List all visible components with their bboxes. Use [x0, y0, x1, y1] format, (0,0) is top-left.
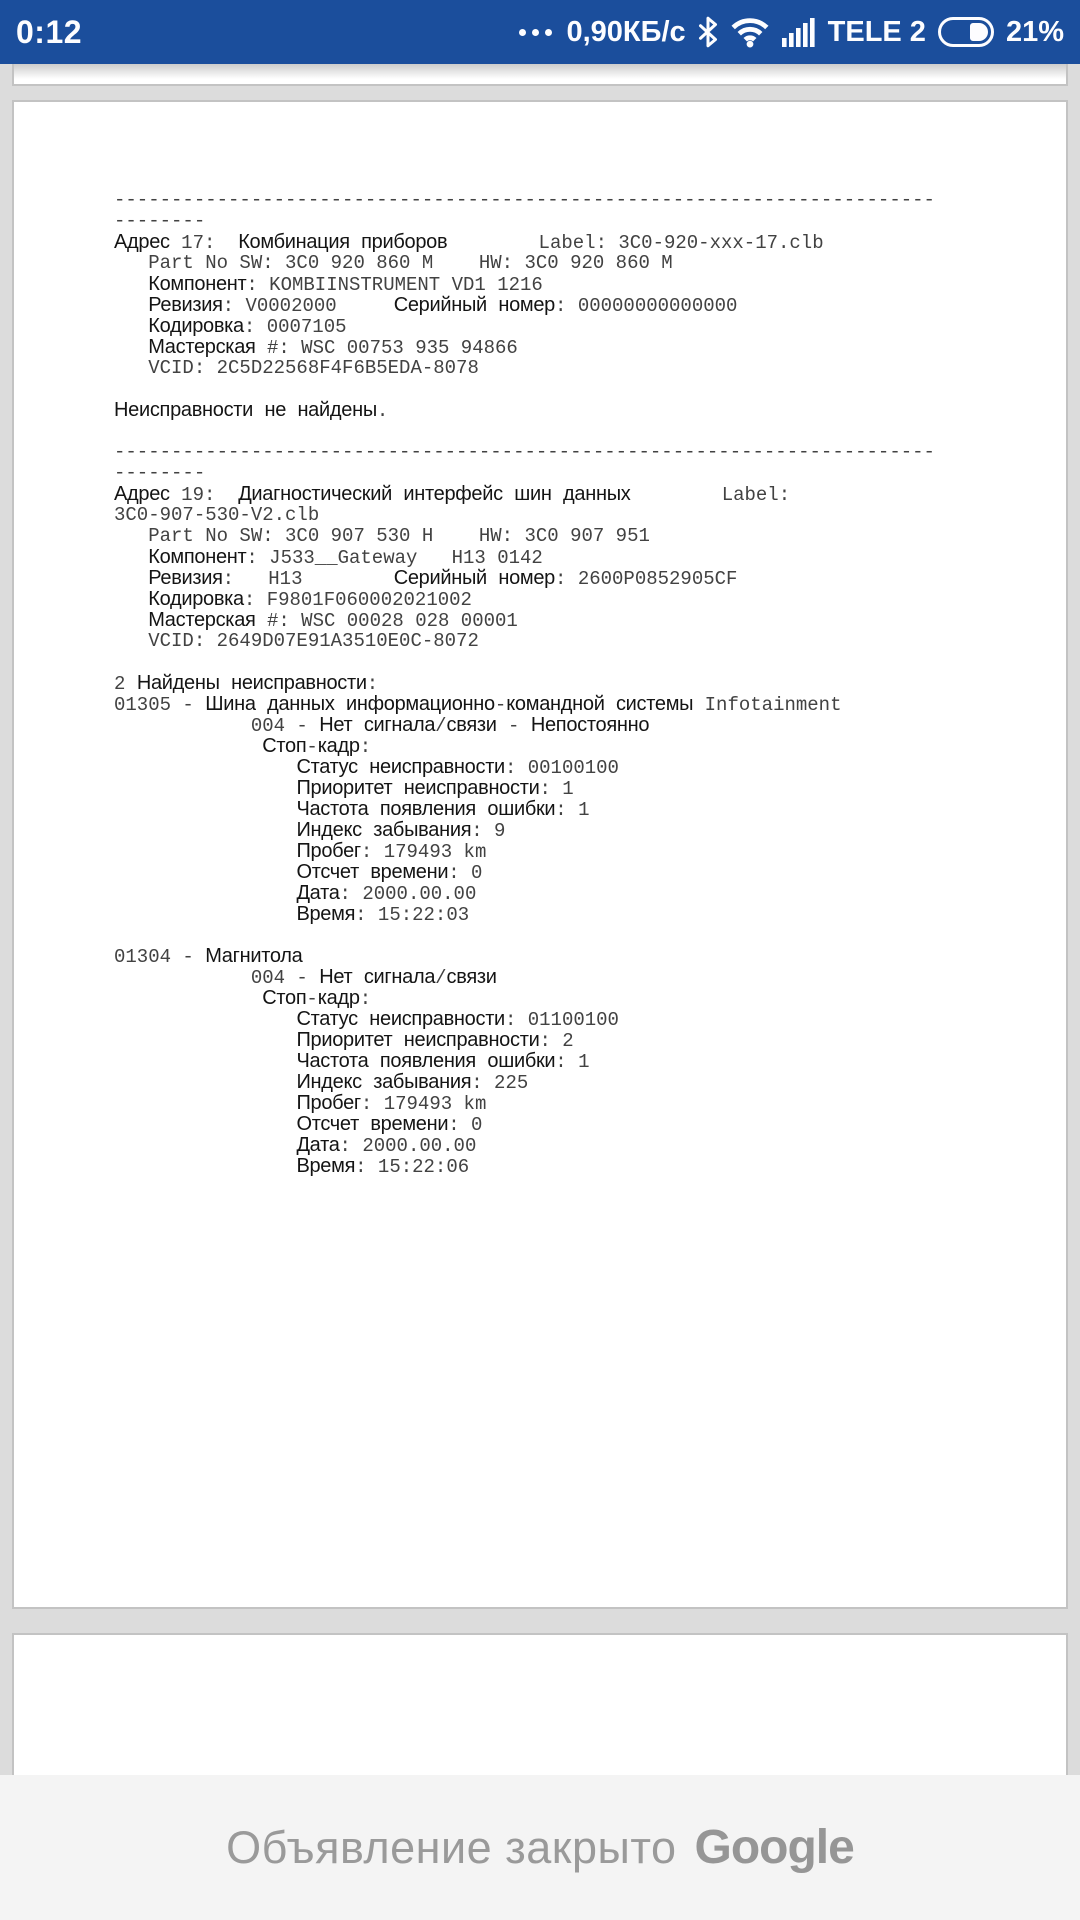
- doc-line: 004 - Нет сигнала/связи - Непостоянно: [114, 714, 650, 737]
- status-time: 0:12: [16, 13, 83, 50]
- doc-line: Дата: 2000.00.00: [296, 882, 477, 905]
- doc-line: Ревизия: V0002000 Серийный номер: 00000000000000: [148, 294, 738, 317]
- doc-line: 01305 - Шина данных информационно-командной системы Infotainment: [114, 693, 842, 716]
- doc-line: Адрес 19: Диагностический интерфейс шин данных Label:: [114, 483, 791, 506]
- doc-line: [114, 421, 1066, 442]
- doc-line: Кодировка: 0007105: [148, 315, 347, 338]
- wifi-icon: [730, 16, 770, 48]
- doc-line: Частота появления ошибки: 1: [296, 1050, 590, 1073]
- doc-line: VCID: 2649D07E91A3510E0C-8072: [114, 630, 479, 652]
- doc-line: Индекс забывания: 225: [296, 1071, 529, 1094]
- battery-percent-label: 21%: [1005, 15, 1064, 48]
- doc-line: Стоп-кадр:: [262, 735, 372, 758]
- doc-line: Адрес 17: Комбинация приборов Label: 3C0-920-xxx-17.clb: [114, 231, 824, 254]
- google-logo: Google: [694, 1821, 854, 1874]
- doc-line: [114, 925, 1066, 946]
- doc-line: Part No SW: 3C0 907 530 H HW: 3C0 907 951: [114, 525, 650, 547]
- document-page[interactable]: [12, 100, 1068, 1609]
- doc-line: Дата: 2000.00.00: [296, 1134, 477, 1157]
- doc-line: VCID: 2C5D22568F4F6B5EDA-8078: [114, 357, 479, 379]
- doc-line: Статус неисправности: 00100100: [296, 756, 619, 779]
- doc-line: Компонент: KOMBIINSTRUMENT VD1 1216: [148, 273, 543, 296]
- doc-line: Приоритет неисправности: 2: [296, 1029, 574, 1052]
- doc-line: 3C0-907-530-V2.clb: [114, 504, 320, 526]
- doc-line: 004 - Нет сигнала/связи: [114, 966, 497, 989]
- doc-line: Индекс забывания: 9: [296, 819, 506, 842]
- doc-line: ------------------------------------------------------------------------: [114, 441, 935, 463]
- doc-line: Неисправности не найдены.: [114, 399, 389, 422]
- bluetooth-icon: [698, 16, 718, 48]
- ad-banner[interactable]: [0, 1775, 1080, 1920]
- doc-line: Отсчет времени: 0: [296, 861, 483, 884]
- status-bar-right: [519, 16, 1064, 49]
- doc-line: Ревизия: H13 Серийный номер: 2600P0852905CF: [148, 567, 738, 590]
- signal-strength-icon: [782, 17, 816, 47]
- doc-line: --------: [114, 210, 206, 232]
- ad-closed-text: Объявление закрыто: [226, 1821, 677, 1873]
- doc-line: Пробег: 179493 km: [296, 840, 487, 863]
- diagnostic-log-text: [14, 102, 1066, 1177]
- doc-line: --------: [114, 462, 206, 484]
- doc-line: 01304 - Магнитола: [114, 945, 303, 968]
- status-bar: [0, 0, 1080, 64]
- doc-line: Стоп-кадр:: [262, 987, 372, 1010]
- doc-line: Отсчет времени: 0: [296, 1113, 483, 1136]
- doc-line: Мастерская #: WSC 00753 935 94866: [148, 336, 518, 359]
- doc-line: Пробег: 179493 km: [296, 1092, 487, 1115]
- doc-line: Статус неисправности: 01100100: [296, 1008, 619, 1031]
- doc-line: Компонент: J533__Gateway H13 0142: [148, 546, 543, 569]
- doc-line: Время: 15:22:06: [296, 1155, 470, 1178]
- battery-icon: [938, 17, 994, 47]
- data-rate-label: 0,90КБ/с: [566, 15, 686, 48]
- doc-line: Part No SW: 3C0 920 860 M HW: 3C0 920 860 M: [114, 252, 673, 274]
- notification-overflow-icon: [519, 29, 552, 36]
- doc-line: 2 Найдены неисправности:: [114, 672, 379, 695]
- carrier-label: TELE 2: [827, 15, 926, 48]
- doc-line: Кодировка: F9801F060002021002: [148, 588, 472, 611]
- doc-line: [114, 652, 1066, 673]
- doc-line: Время: 15:22:03: [296, 903, 470, 926]
- doc-line: Приоритет неисправности: 1: [296, 777, 574, 800]
- doc-line: [114, 379, 1066, 400]
- doc-line: ------------------------------------------------------------------------: [114, 189, 935, 211]
- doc-line: Мастерская #: WSC 00028 028 00001: [148, 609, 518, 632]
- document-page-previous[interactable]: [12, 64, 1068, 86]
- doc-line: Частота появления ошибки: 1: [296, 798, 590, 821]
